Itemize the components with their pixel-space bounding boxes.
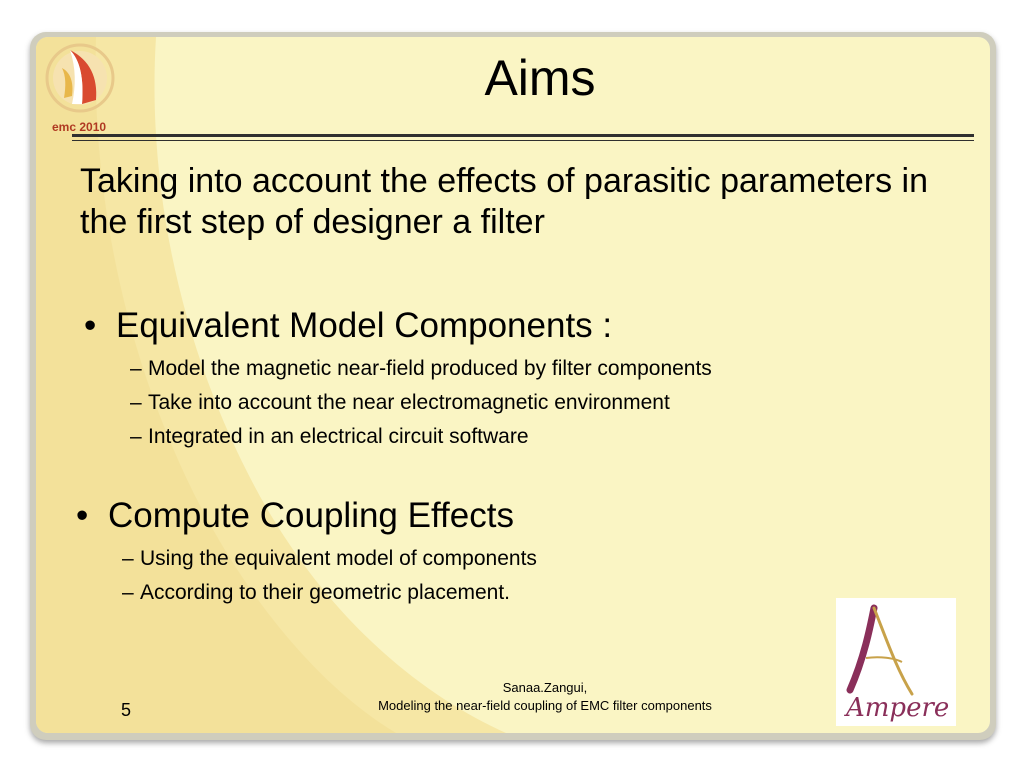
sub-item <box>130 391 670 415</box>
sub-item-text: According to their geometric placement. <box>140 581 511 604</box>
bullet-glyph: • <box>84 306 97 345</box>
bullet-glyph: • <box>76 496 89 535</box>
ampere-logo-graphic <box>836 598 956 726</box>
intro-paragraph: Taking into account the effects of parasitic parameters in the first step of designer a filter <box>80 162 928 241</box>
page-number: 5 <box>121 700 132 720</box>
sub-item <box>130 425 529 449</box>
slide-title: Aims <box>484 50 596 106</box>
emc-2010-logo <box>40 38 122 132</box>
bullet-item <box>76 496 514 536</box>
dash-glyph: – <box>122 547 134 570</box>
sub-item-text: Using the equivalent model of components <box>140 547 537 570</box>
dash-glyph: – <box>130 357 142 380</box>
dash-glyph: – <box>122 581 134 604</box>
dash-glyph: – <box>130 425 142 448</box>
emc-logo-text: emc 2010 <box>52 120 107 134</box>
sub-item <box>122 581 510 605</box>
sub-item <box>130 357 712 381</box>
bullet-item <box>84 306 612 346</box>
dash-glyph: – <box>130 391 142 414</box>
footer-credit <box>330 679 760 715</box>
ampere-logo <box>836 598 956 726</box>
ampere-logo-text: Ampere <box>846 693 950 723</box>
title-divider <box>72 134 974 137</box>
sub-item-text: Model the magnetic near-field produced by filter components <box>148 357 712 380</box>
sub-item-text: Take into account the near electromagnetic environment <box>148 391 670 414</box>
footer-author: Sanaa.Zangui, <box>502 680 588 695</box>
bullet-label: Compute Coupling Effects <box>108 496 514 535</box>
sub-item <box>122 547 537 571</box>
title-divider-thin <box>72 140 974 141</box>
sub-item-text: Integrated in an electrical circuit software <box>148 425 529 448</box>
footer-subtitle: Modeling the near-field coupling of EMC filter components <box>378 698 712 713</box>
bullet-label: Equivalent Model Components : <box>116 306 613 345</box>
